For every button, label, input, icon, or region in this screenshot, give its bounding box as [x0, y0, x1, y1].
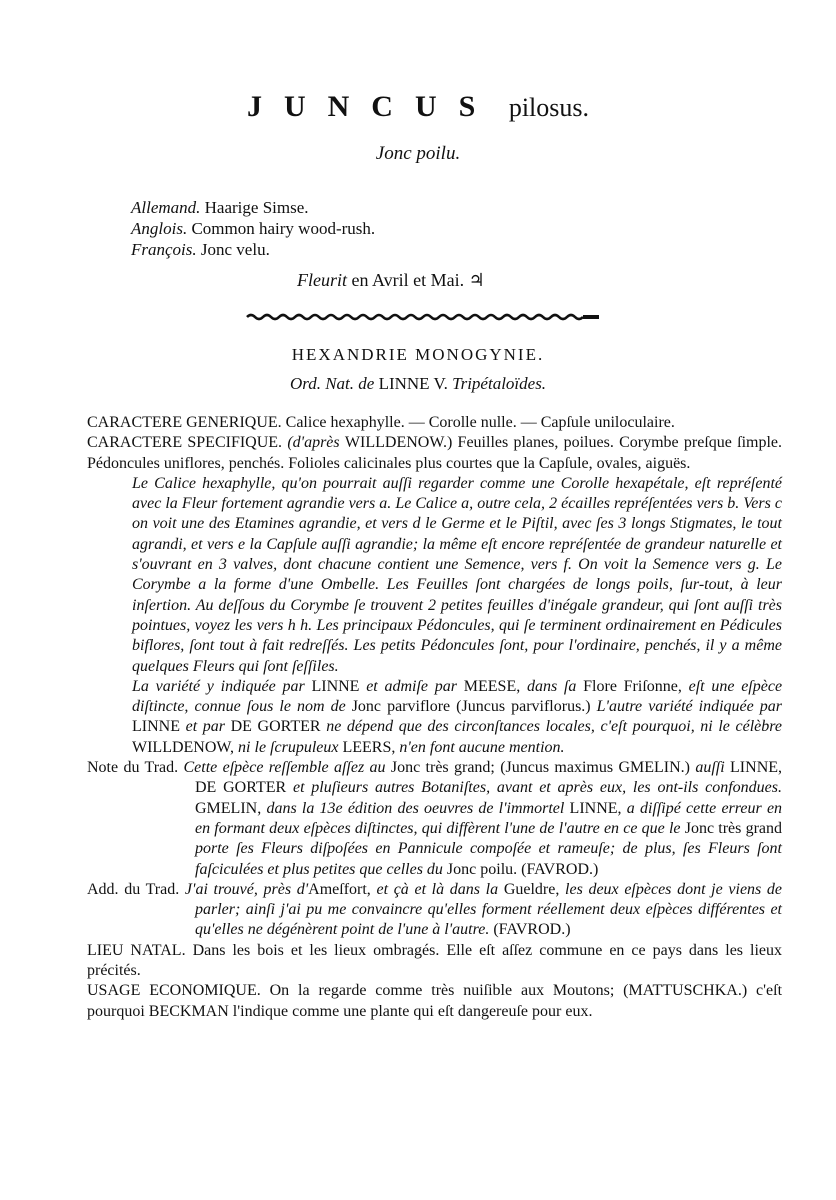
roman-text: Ameſfort,	[308, 880, 371, 898]
language-label: Anglois.	[131, 219, 188, 238]
specific-character	[87, 433, 782, 474]
generic-text: Calice hexaphylle. — Corolle nulle. — Capſule uniloculaire.	[285, 414, 675, 431]
variety-text: ne dépend que des circonſtances locales, c'eſt pourquoi, ni le célèbre	[326, 718, 782, 736]
roman-text: Jonc très grand	[684, 819, 783, 837]
vernacular-name: Haarige Simse.	[204, 198, 309, 217]
author-name: LINNE,	[730, 759, 783, 777]
author-name: GMELIN.)	[618, 759, 690, 777]
flowering-period	[297, 270, 485, 291]
variety-text: et par	[185, 718, 225, 736]
roman-text: Gueldre,	[503, 880, 560, 898]
common-name: Jonc poilu.	[375, 143, 461, 164]
author-name: MEESE,	[463, 677, 521, 695]
note-text: Cette eſpèce reſſemble aſſez au	[183, 759, 386, 777]
author-name: LINNE	[132, 718, 180, 736]
note-text: J'ai trouvé, près d'	[184, 880, 309, 898]
note-text: et çà et là dans la	[376, 880, 499, 898]
translator-note-label: Note du Trad.	[87, 759, 179, 777]
flowering-text: en Avril et Mai.	[351, 270, 465, 290]
translator-addition-label: Add. du Trad.	[87, 880, 180, 898]
specific-source: (d'après	[287, 434, 340, 452]
roman-text: Flore Friſonne,	[583, 677, 682, 695]
specific-label: CARACTERE SPECIFIQUE.	[87, 434, 283, 452]
order-prefix: Ord. Nat. de	[289, 374, 375, 393]
variety-text: ni le ſcrupuleux	[238, 738, 339, 756]
genus-name: JUNCUS	[246, 90, 498, 123]
author-name: MATTUSCHKA.)	[628, 982, 748, 1000]
note-text: a diſſipé cette erreur en en formant deux eſpèces diſtinctes, qui diffèrent l'une de l'autre en ce que le	[195, 799, 783, 837]
ornamental-divider	[245, 312, 600, 322]
flowering-verb: Fleurit	[297, 270, 347, 290]
language-label: Allemand.	[131, 198, 201, 217]
vernacular-name-row	[131, 197, 375, 218]
note-text: et pluſieurs autres Botaniſtes, avant et après eux, les ont-ils confondues.	[292, 779, 783, 797]
economic-use	[87, 981, 782, 1022]
note-text: les deux eſpèces dont je viens de parler; ainſi j'ai pu me convaincre qu'elles forment réellement deux eſpèces différentes et qu'elles ne dégénèrent point de l'une à l'autre.	[195, 880, 783, 939]
note-text: dans la 13e édition des oeuvres de l'immortel	[266, 799, 565, 817]
author-name: GMELIN,	[195, 799, 262, 817]
roman-text: Jonc poilu.	[446, 860, 518, 878]
economic-use-label: USAGE ECONOMIQUE.	[87, 982, 261, 1000]
language-label: François.	[131, 240, 197, 259]
vernacular-names	[131, 197, 375, 260]
habitat	[87, 941, 782, 982]
habitat-text: Dans les bois et les lieux ombragés. Elle eſt aſſez commune en ce pays dans les lieux précités.	[87, 941, 783, 980]
author-name: BECKMAN	[148, 1002, 229, 1020]
roman-text: Jonc parviflore (Juncus parviflorus.)	[351, 698, 591, 716]
variety-text: et admiſe par	[366, 677, 458, 695]
main-text	[87, 413, 782, 1022]
specific-source-author: WILLDENOW.)	[344, 434, 453, 452]
translator-note	[87, 758, 783, 880]
habitat-label: LIEU NATAL.	[87, 941, 186, 959]
author-name: LINNE,	[569, 799, 622, 817]
vernacular-name-row	[131, 218, 375, 239]
specific-text: Feuilles planes, poilues. Corymbe preſque ſimple. Pédoncules uniflores, penchés. Folioles calicinales plus courtes que la Capſule, ovales, aiguës.	[87, 434, 783, 472]
economic-use-text: l'indique comme une plante qui eſt dangereuſe pour eux.	[232, 1002, 593, 1020]
note-text: porte ſes Fleurs diſpoſées en Pannicule compoſée et rameuſe; de plus, ſes Fleurs ſont faſciculées et plus petites que celles du	[195, 840, 782, 878]
note-text: auſſi	[695, 759, 725, 777]
author-name: WILLDENOW,	[132, 738, 235, 756]
order-author: LINNE V.	[378, 374, 448, 393]
author-name: LINNE	[311, 677, 360, 695]
natural-order	[0, 374, 836, 394]
vernacular-name: Common hairy wood-rush.	[191, 219, 376, 238]
generic-character	[87, 413, 782, 433]
order-name: Tripétaloïdes.	[452, 374, 547, 393]
variety-text: La variété y indiquée par	[132, 677, 305, 695]
author-name: (FAVROD.)	[493, 921, 571, 939]
linnaean-class: HEXANDRIE MONOGYNIE.	[291, 345, 545, 364]
economic-use-text: c'eſt pourquoi	[87, 982, 783, 1020]
vernacular-name: Jonc velu.	[200, 240, 270, 259]
author-name: DE GORTER	[230, 718, 321, 736]
economic-use-text: On la regarde comme très nuiſible aux Moutons; (	[269, 982, 629, 1000]
perennial-symbol: ♃	[468, 270, 485, 290]
author-name: DE GORTER	[195, 779, 287, 797]
variety-paragraph	[132, 677, 782, 758]
species-name: pilosus.	[508, 93, 590, 122]
page-title	[0, 92, 836, 122]
variety-text: dans ſa	[526, 677, 577, 695]
author-name: (FAVROD.)	[521, 860, 599, 878]
generic-label: CARACTERE GENERIQUE.	[87, 414, 282, 431]
roman-text: Jonc très grand; (Juncus maximus	[390, 759, 614, 777]
translator-addition	[87, 880, 783, 941]
vernacular-name-row	[131, 239, 375, 260]
variety-text: L'autre variété indiquée par	[596, 698, 782, 716]
description-paragraph: Le Calice hexaphylle, qu'on pourrait auſſi regarder comme une Corolle hexapétale, eſt repréſenté avec la Fleur fortement agrandie vers a. Le Calice a, outre cela, 2 écailles repréſentées vers b. Vers c on voit une des Etamines agrandie, et vers d le Germe et le Piſtil, avec ſes 3 longs Stigmates, le tout agrandi, et vers e la Capſule auſſi agrandie; la même eſt encore repréſentée de grandeur naturelle et s'ouvrant en 3 valves, dont chacune contient une Semence, vers f. On voit la Semence vers g. Le Corymbe a la forme d'une Ombelle. Les Feuilles ſont chargées de longs poils, ſur-tout, à leur inſertion. Au deſſous du Corymbe ſe trouvent 2 petites feuilles d'inégale grandeur, qui ſont auſſi très pointues, voyez les vers h h. Les principaux Pédoncules, qui ſe terminent ordinairement en Pédicules biflores, ſont tout à fait redreſſés. Les petits Pédoncules ſont, pour l'ordinaire, penchés, il y a même quelques Fleurs qui ſont ſeſſiles.	[132, 474, 782, 675]
author-name: LEERS,	[342, 738, 396, 756]
variety-text: n'en font aucune mention.	[399, 738, 565, 756]
variety-text: eſt une eſpèce diſtincte, connue ſous le nom de	[132, 677, 783, 716]
